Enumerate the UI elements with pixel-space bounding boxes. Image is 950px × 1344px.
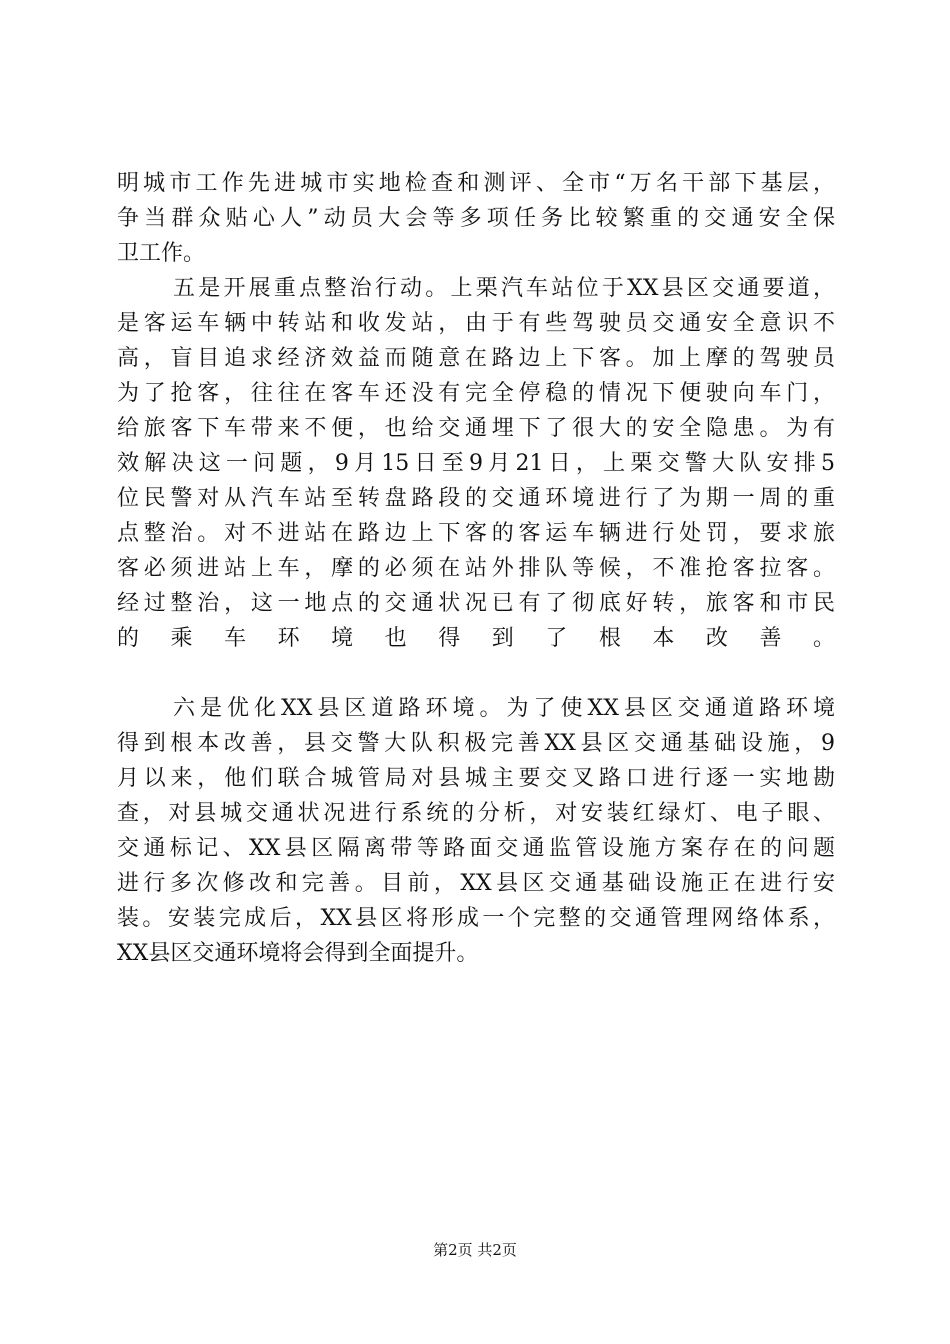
text-line: 查，对县城交通状况进行系统的分析，对安装红绿灯、电子眼、 (117, 801, 835, 826)
page-number: 第2页 共2页 (433, 1241, 517, 1259)
text-line: 进行多次修改和完善。目前，XX县区交通基础设施正在进行安 (117, 871, 835, 896)
text-line: 点整治。对不进站在路边上下客的客运车辆进行处罚，要求旅 (117, 521, 835, 546)
text-line: XX县区交通环境将会得到全面提升。 (117, 941, 479, 966)
text-line: 六是优化XX县区道路环境。为了使XX县区交通道路环境 (173, 696, 835, 721)
text-line: 月以来，他们联合城管局对县城主要交叉路口进行逐一实地勘 (117, 766, 835, 791)
text-line: 明城市工作先进城市实地检查和测评、全市“万名干部下基层， (117, 171, 835, 196)
text-line: 经过整治，这一地点的交通状况已有了彻底好转，旅客和市民 (117, 591, 835, 616)
text-line: 高，盲目追求经济效益而随意在路边上下客。加上摩的驾驶员 (117, 346, 835, 371)
document-body (117, 166, 835, 971)
text-line: 卫工作。 (117, 241, 206, 266)
text-line: 给旅客下车带来不便，也给交通埋下了很大的安全隐患。为有 (117, 416, 835, 441)
text-line: 交通标记、XX县区隔离带等路面交通监管设施方案存在的问题 (117, 836, 835, 861)
page-footer (0, 1240, 950, 1260)
paragraph-3 (117, 691, 835, 971)
text-line (117, 656, 835, 691)
text-line: 的乘车环境也得到了根本改善。 (117, 626, 835, 651)
text-line: 效解决这一问题，9月15日至9月21日，上栗交警大队安排5 (117, 451, 835, 476)
text-line: 为了抢客，往往在客车还没有完全停稳的情况下便驶向车门， (117, 381, 835, 406)
paragraph-1 (117, 166, 835, 271)
text-line: 得到根本改善，县交警大队积极完善XX县区交通基础设施，9 (117, 731, 835, 756)
text-line: 客必须进站上车，摩的必须在站外排队等候，不准抢客拉客。 (117, 556, 835, 581)
text-line: 是客运车辆中转站和收发站，由于有些驾驶员交通安全意识不 (117, 311, 835, 336)
text-line: 五是开展重点整治行动。上栗汽车站位于XX县区交通要道， (173, 276, 835, 301)
paragraph-2 (117, 271, 835, 691)
text-line: 位民警对从汽车站至转盘路段的交通环境进行了为期一周的重 (117, 486, 835, 511)
text-line: 争当群众贴心人”动员大会等多项任务比较繁重的交通安全保 (117, 206, 835, 231)
text-line: 装。安装完成后，XX县区将形成一个完整的交通管理网络体系， (117, 906, 835, 931)
